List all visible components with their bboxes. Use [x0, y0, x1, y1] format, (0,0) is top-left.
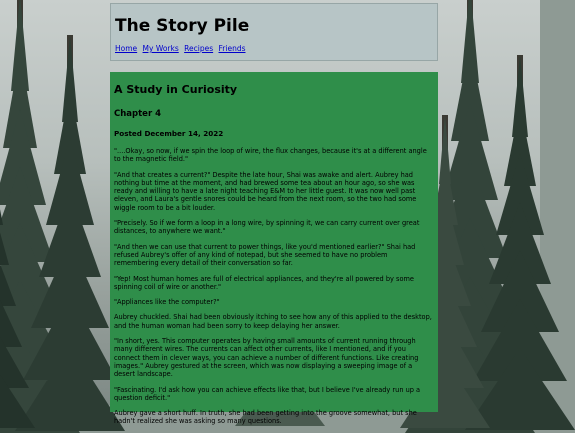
site-header — [110, 3, 438, 61]
story-paragraph: "And that creates a current?" Despite the late hour, Shai was awake and alert. Aubrey had nothing but time at the moment, and had brewed some tea about an hour ago, so she was ready and willing to have a late night teaching E&M to her little guest. It was now well past eleven, and Laura's gentle snores could be heard from the next room, so the two had some wiggle room to be a bit louder. — [114, 170, 417, 212]
nav-link-recipes[interactable]: Recipes — [184, 44, 214, 53]
story-paragraph: "....Okay, so now, if we spin the loop of wire, the flux changes, because it's at a different angle to the magnetic field." — [114, 147, 427, 164]
story-paragraph: "In short, yes. This computer operates by having small amounts of current running through many different wires. The currents can affect other currents, like I mentioned, and if you connect them in clever ways, you can achieve a number of different functions. Like creating images." Aubrey gestured at the screen, which was now displaying a sweeping image of a desert landscape. — [114, 337, 419, 379]
nav-link-home[interactable]: Home — [115, 44, 138, 53]
story-paragraph: "And then we can use that current to power things, like you'd mentioned earlier?" Shai had refused Aubrey's offer of any kind of notepad, but she seemed to have no problem remembering every detail of their conversation so far. — [114, 242, 416, 268]
story-paragraph: Aubrey gave a short huff. In truth, she had been getting into the groove somewhat, but she hadn't realized she was asking so many questions. — [114, 409, 417, 426]
site-title: The Story Pile — [115, 16, 250, 36]
chapter-heading: Chapter 4 — [114, 109, 162, 119]
nav-link-my-works[interactable]: My Works — [142, 44, 179, 53]
tree-decoration — [0, 115, 35, 415]
post-date: Posted December 14, 2022 — [114, 129, 224, 138]
story-paragraph: "Precisely. So if we form a loop in a long wire, by spinning it, we can carry current over great distances, to anywhere we want." — [114, 219, 420, 236]
story-paragraph: "Fascinating. I'd ask how you can achieve effects like that, but I believe I've already run up a question deficit." — [114, 385, 421, 402]
story-paragraph: "Yep! Most human homes are full of electrical appliances, and they're all powered by some spinning coil of wire or another." — [114, 274, 414, 291]
story-content — [110, 72, 438, 426]
story-paragraph: "Appliances like the computer?" — [114, 298, 220, 307]
nav-link-friends[interactable]: Friends — [218, 44, 246, 53]
site-nav — [115, 44, 249, 53]
post-title: A Study in Curiosity — [114, 83, 238, 96]
story-paragraph: Aubrey chuckled. Shai had been obviously itching to see how any of this applied to the desktop, and the human woman had been sorry to keep delaying her answer. — [114, 313, 432, 330]
